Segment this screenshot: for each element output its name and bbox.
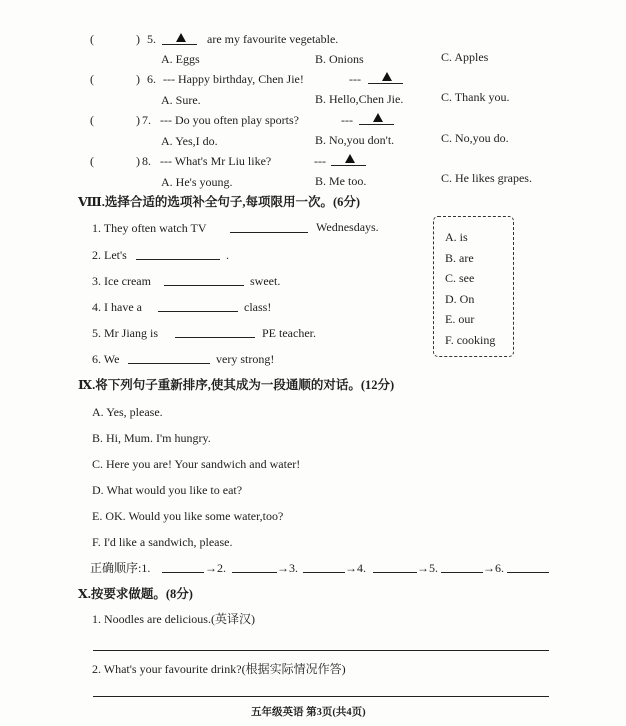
answer-blank-fill-4[interactable]: [158, 311, 238, 312]
paren-close-5: ): [136, 32, 140, 46]
option-b-8: B. Me too.: [315, 174, 367, 188]
question-text-7: --- Do you often play sports?: [160, 113, 299, 127]
order-blank-1[interactable]: [162, 572, 204, 573]
option-a-7: A. Yes,I do.: [161, 134, 218, 148]
dialog-line-d: D. What would you like to eat?: [92, 483, 243, 497]
order-blank-2[interactable]: [232, 572, 277, 573]
paren-close-8: ): [136, 154, 140, 168]
answer-blank-6[interactable]: [368, 69, 403, 84]
option-b-are: B. are: [445, 251, 474, 265]
option-c-5: C. Apples: [441, 50, 489, 64]
dialog-line-a: A. Yes, please.: [92, 405, 163, 419]
option-c-6: C. Thank you.: [441, 90, 510, 104]
option-b-6: B. Hello,Chen Jie.: [315, 92, 404, 106]
option-d-on: D. On: [445, 292, 475, 306]
order-arrow-6: →6.: [483, 561, 504, 575]
option-f-cooking: F. cooking: [445, 333, 496, 347]
fill-item-4-post: class!: [244, 300, 272, 314]
option-a-is: A. is: [445, 230, 468, 244]
fill-item-4: [92, 300, 142, 314]
question-number-6: 6.: [147, 72, 156, 86]
paren-close-7: ): [136, 113, 140, 127]
fill-item-3: [92, 274, 151, 288]
fill-item-6-post: very strong!: [216, 352, 275, 366]
item-text-before: They often watch TV: [103, 221, 207, 235]
item-number: 2.: [92, 248, 101, 262]
reply-lead-8: ---: [314, 154, 326, 168]
item-number: 1.: [92, 221, 101, 235]
triangle-icon: [176, 33, 186, 42]
option-a-8: A. He's young.: [161, 175, 233, 189]
paren-open-8: (: [90, 154, 94, 168]
order-label: 正确顺序:1.: [90, 561, 151, 575]
option-c-7: C. No,you do.: [441, 131, 509, 145]
answer-blank-fill-2[interactable]: [136, 259, 220, 260]
option-b-5: B. Onions: [315, 52, 364, 66]
answer-blank-5[interactable]: [162, 30, 197, 45]
option-e-our: E. our: [445, 312, 475, 326]
question-number-5: 5.: [147, 32, 156, 46]
dialog-line-b: B. Hi, Mum. I'm hungry.: [92, 431, 211, 445]
paren-open-5: (: [90, 32, 94, 46]
triangle-icon: [382, 72, 392, 81]
section-10-title: Ⅹ.按要求做题。(8分): [78, 587, 193, 601]
answer-blank-8[interactable]: [331, 151, 366, 166]
option-a-6: A. Sure.: [161, 93, 201, 107]
reply-lead-7: ---: [341, 113, 353, 127]
fill-item-1: [92, 221, 207, 235]
item-number: 3.: [92, 274, 101, 288]
item-number: 5.: [92, 326, 101, 340]
triangle-icon: [345, 154, 355, 163]
item-number: 6.: [92, 352, 101, 366]
question-text-6: --- Happy birthday, Chen Jie!: [163, 72, 304, 86]
fill-item-5: [92, 326, 158, 340]
paren-close-6: ): [136, 72, 140, 86]
order-arrow-3: →3.: [277, 561, 298, 575]
dialog-line-e: E. OK. Would you like some water,too?: [92, 509, 284, 523]
item-text-before: Ice cream: [104, 274, 151, 288]
fill-item-3-post: sweet.: [250, 274, 281, 288]
fill-item-2-post: .: [226, 248, 229, 262]
item-text-before: I have a: [104, 300, 142, 314]
fill-item-2: [92, 248, 127, 262]
fill-item-5-post: PE teacher.: [262, 326, 316, 340]
order-blank-4[interactable]: [373, 572, 417, 573]
answer-line-1[interactable]: [93, 650, 549, 651]
reply-lead-6: ---: [349, 72, 361, 86]
item-text-before: We: [103, 352, 120, 366]
item-text-before: Mr Jiang is: [104, 326, 158, 340]
answer-blank-fill-6[interactable]: [128, 363, 210, 364]
answer-blank-fill-3[interactable]: [164, 285, 244, 286]
page-footer: 五年级英语 第3页(共4页): [251, 707, 366, 718]
question-1-text: 1. Noodles are delicious.(英译汉): [92, 612, 255, 626]
order-arrow-5: →5.: [417, 561, 438, 575]
answer-blank-fill-5[interactable]: [175, 337, 255, 338]
fill-item-6: [92, 352, 120, 366]
order-blank-3[interactable]: [303, 572, 345, 573]
option-c-see: C. see: [445, 271, 475, 285]
option-c-8: C. He likes grapes.: [441, 171, 532, 185]
section-8-title: Ⅷ.选择合适的选项补全句子,每项限用一次。(6分): [78, 195, 361, 209]
dialog-line-c: C. Here you are! Your sandwich and water!: [92, 457, 301, 471]
section-9-title: Ⅸ.将下列句子重新排序,使其成为一段通顺的对话。(12分): [78, 378, 395, 392]
order-arrow-2: →2.: [205, 561, 226, 575]
answer-line-2[interactable]: [93, 696, 549, 697]
order-arrow-4: →4.: [345, 561, 366, 575]
dialog-line-f: F. I'd like a sandwich, please.: [92, 535, 233, 549]
answer-blank-7[interactable]: [359, 110, 394, 125]
paren-open-6: (: [90, 72, 94, 86]
paren-open-7: (: [90, 113, 94, 127]
question-text-8: --- What's Mr Liu like?: [160, 154, 272, 168]
item-text-before: Let's: [104, 248, 127, 262]
question-number-7: 7.: [142, 113, 151, 127]
order-blank-6[interactable]: [507, 572, 549, 573]
option-a-5: A. Eggs: [161, 52, 200, 66]
answer-blank-fill-1[interactable]: [230, 232, 308, 233]
fill-item-1-post: Wednesdays.: [316, 220, 379, 234]
question-2-text: 2. What's your favourite drink?(根据实际情况作答): [92, 662, 346, 676]
item-number: 4.: [92, 300, 101, 314]
option-b-7: B. No,you don't.: [315, 133, 395, 147]
question-number-8: 8.: [142, 154, 151, 168]
triangle-icon: [373, 113, 383, 122]
question-text-5: are my favourite vegetable.: [207, 32, 339, 46]
order-blank-5[interactable]: [441, 572, 483, 573]
